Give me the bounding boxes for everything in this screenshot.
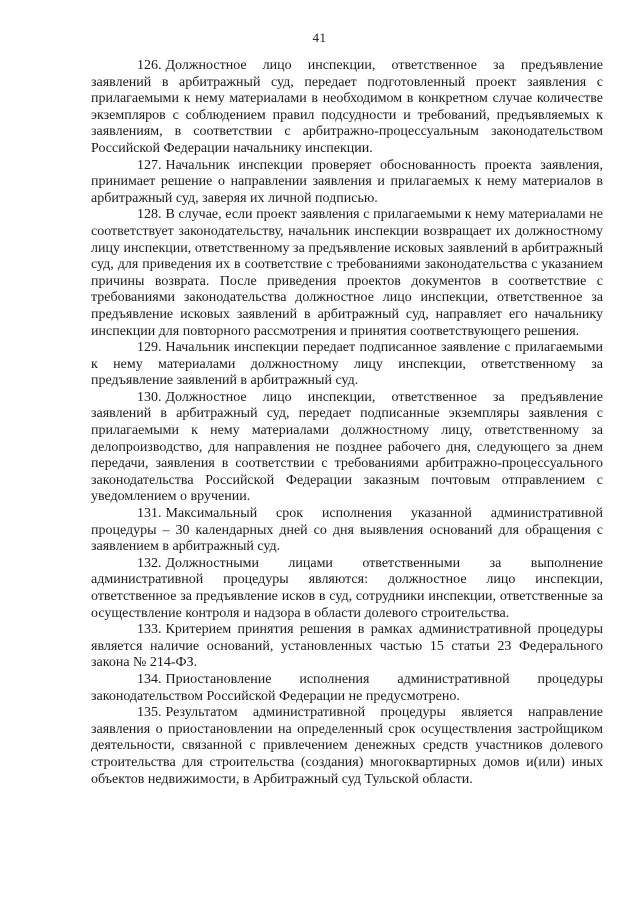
paragraph-126 — [91, 58, 603, 158]
page-number: 41 — [312, 30, 327, 45]
paragraph-text: Критерием принятия решения в рамках административной процедуры является наличие оснований, установленных частью 15 статьи 23 Федерального закона № 214-ФЗ. — [91, 622, 603, 671]
paragraph-text: Должностное лицо инспекции, ответственное за предъявление заявлений в арбитражный суд, передает подписанные экземпляры заявления с прилагаемыми к нему материалами должностному лицу, ответственному за делопроизводство, для направления не позднее рабочего дня, следующего за днем передачи, заявления в соответствии с требованиями арбитражно-процессуального законодательства Российской Федерации заказным почтовым отправлением с уведомлением о вручении. — [91, 389, 603, 505]
paragraph-133 — [91, 622, 603, 672]
paragraph-134 — [91, 672, 603, 705]
paragraph-text: В случае, если проект заявления с прилагаемыми к нему материалами не соответствует законодательству, начальник инспекции возвращает их должностному лицу инспекции, ответственному за предъявление исковых заявлений в арбитражный суд, для приведения их в соответствие с требованиями законодательства с указанием причины возврата. После приведения проектов документов в соответствие с требованиями законодательства должностное лицо инспекции, ответственное за предъявление исковых заявлений в арбитражный суд, направляет его начальнику инспекции для повторного рассмотрения и принятия соответствующего решения. — [91, 207, 603, 339]
paragraph-number: 128. — [137, 207, 162, 223]
paragraph-text: Начальник инспекции передает подписанное заявление с прилагаемыми к нему материалами должностному лицу инспекции, ответственному за предъявление заявлений в арбитражный суд. — [91, 340, 603, 389]
paragraph-129 — [91, 340, 603, 390]
paragraph-131 — [91, 506, 603, 556]
paragraph-number: 129. — [137, 340, 162, 356]
paragraph-text: Приостановление исполнения административной процедуры законодательством Российской Федерации не предусмотрено. — [91, 671, 603, 704]
paragraph-text: Результатом административной процедуры является направление заявления о приостановлении на определенный срок осуществления застройщиком деятельности, связанной с привлечением денежных средств участников долевого строительства для строительства (создания) многоквартирных домов и(или) иных объектов недвижимости, в Арбитражный суд Тульской области. — [91, 705, 603, 787]
paragraph-130 — [91, 390, 603, 506]
paragraph-text: Должностными лицами ответственными за выполнение административной процедуры являются: должностное лицо инспекции, ответственное за предъявление исков в суд, сотрудники инспекции, ответственные за осуществление контроля и надзора в области долевого строительства. — [91, 555, 603, 621]
paragraph-number: 133. — [137, 622, 162, 638]
paragraph-135 — [91, 705, 603, 788]
paragraph-number: 131. — [137, 506, 162, 522]
paragraph-number: 132. — [137, 555, 162, 571]
document-body — [91, 58, 603, 788]
paragraph-number: 126. — [137, 58, 162, 73]
paragraph-text: Начальник инспекции проверяет обоснованность проекта заявления, принимает решение о направлении заявления и прилагаемых к нему материалов в арбитражный суд, заверяя их личной подписью. — [91, 157, 603, 206]
paragraph-number: 134. — [137, 671, 162, 687]
paragraph-number: 135. — [137, 705, 162, 721]
paragraph-text: Максимальный срок исполнения указанной административной процедуры – 30 календарных дней со дня выявления оснований для обращения с заявлением в арбитражный суд. — [91, 506, 603, 555]
paragraph-number: 127. — [137, 157, 162, 173]
paragraph-132 — [91, 556, 603, 622]
paragraph-number: 130. — [137, 389, 162, 405]
paragraph-text: Должностное лицо инспекции, ответственное за предъявление заявлений в арбитражный суд, передает подготовленный проект заявления с прилагаемыми к нему материалами в необходимом в конкретном случае количестве экземпляров с соблюдением правил подсудности и требований, предъявляемых к заявлениям, в соответствии с арбитражно-процессуальным законодательством Российской Федерации начальнику инспекции. — [91, 58, 603, 156]
paragraph-127 — [91, 158, 603, 208]
paragraph-128 — [91, 207, 603, 340]
